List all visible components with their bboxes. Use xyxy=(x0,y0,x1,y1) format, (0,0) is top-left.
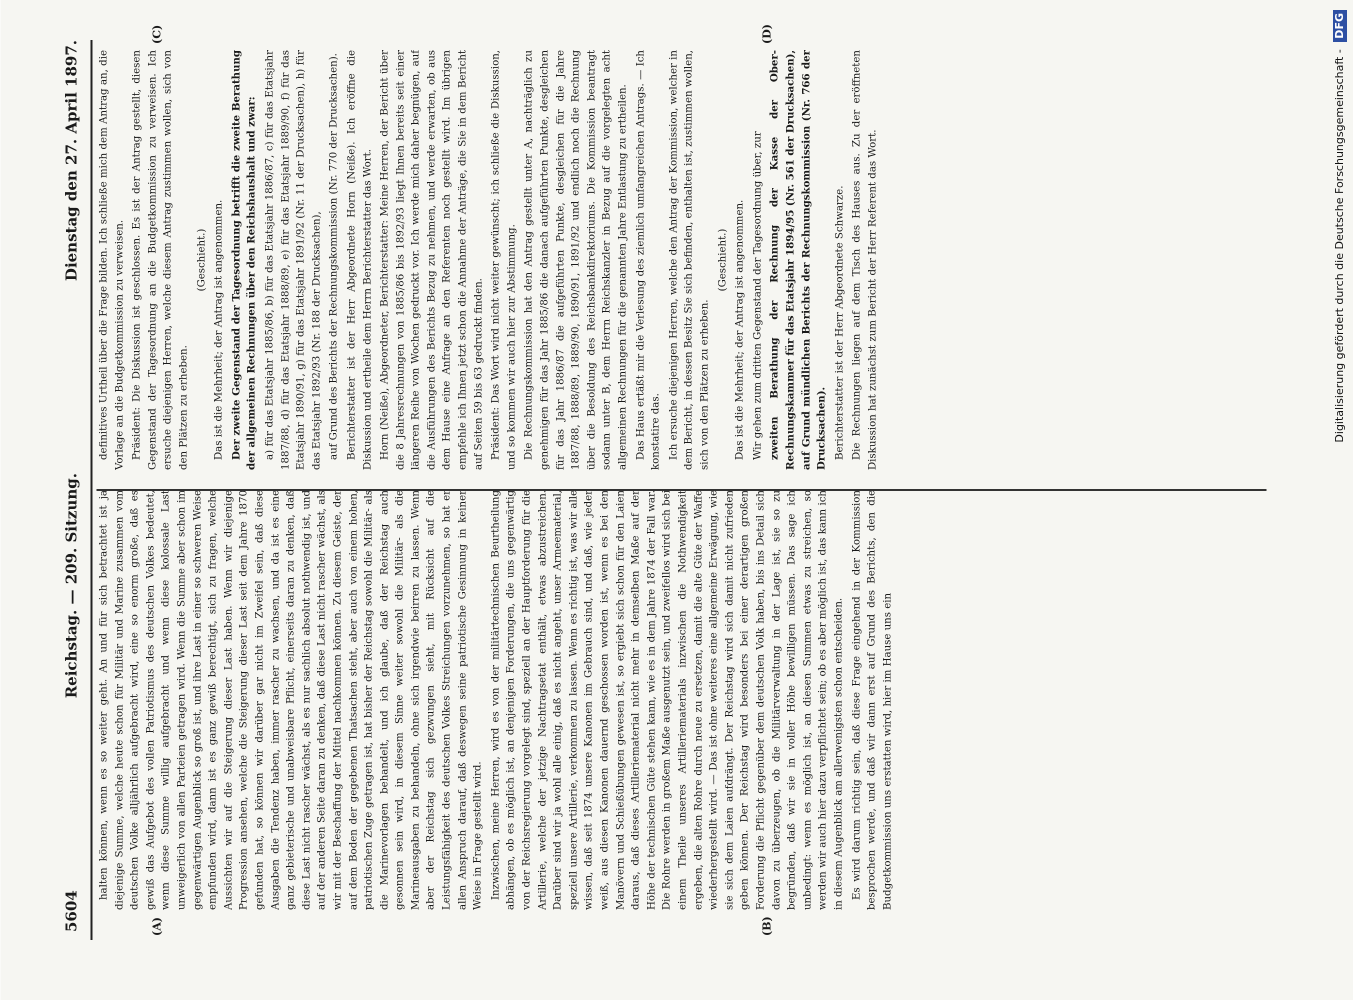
paragraph: Das ist die Mehrheit; der Antrag ist angenommen. xyxy=(213,199,225,460)
paragraph: Das Haus ertäßt mir die Verlesung des ziemlich umfangreichen Antrags. — Ich konstatire das. xyxy=(634,50,662,470)
paragraph: Wir gehen zum dritten Gegenstand der Tagesordnung über, zur xyxy=(751,131,763,460)
stage-direction: (Geschieht.) xyxy=(716,228,728,292)
paragraph: Es wird darum richtig sein, daß diese Frage eingehend in der Kommission besprochen werde, und daß wir dann erst auf Grund des Berichts, den die Budgetkommission uns erstatten wird, hier im Hause uns ein xyxy=(850,490,893,910)
paragraph: Die Rechnungen liegen auf dem Tisch des Hauses aus. Zu der eröffneten Diskussion hat zunächst zum Bericht der Herr Referent das Wort. xyxy=(851,50,878,470)
paragraph: Horn (Neiße), Abgeordneter, Berichterstatter: Meine Herren, der Bericht über die 8 Jahresrechnungen von 1885/86 bis 1892/93 liegt Ihnen bereits seit einer längeren Reihe von Wochen gedruckt vor. Ich werde mich daher begnügen, auf die Ausführungen des Berichts Bezug zu nehmen, und werde erwarten, ob aus dem Hause eine Anfrage an den Referenten noch gestellt wird. Im übrigen empfehle ich Ihnen jetzt schon die Annahme der Anträge, die Sie in dem Bericht auf Seiten 59 bis 63 gedruckt finden. xyxy=(379,50,484,470)
digitization-sidebar xyxy=(1329,10,1351,990)
margin-marker-b: (B) xyxy=(760,916,773,936)
dfg-logo: DFG xyxy=(1333,10,1347,42)
digitization-note: Digitalisierung gefördert durch die Deutsche Forschungsgemeinschaft - xyxy=(1333,49,1346,443)
paragraph: Inzwischen, meine Herren, wird es von der militärtechnischen Beurtheilung abhängen, ob es möglich ist, an denjenigen Forderungen, die uns gegenwärtig von der Reichsregierung vorgelegt sind, speziell an der Hauptforderung für die Artillerie, welche der jetzige Nachtragsetat enthält, etwas abzustreichen. Darüber sind wir ja wohl alle einig, daß es nicht angeht, unser Armeematerial, speziell unsere Artillerie, verkommen zu lassen. Wenn es richtig ist, was wir alle wissen, daß seit 1874 unsere Kanonen im Gebrauch sind, und daß, wie jeder weiß, aus diesen Kanonen dauernd geschossen worden ist, wenn es bei den Manövern und Schießübungen gewesen ist, so ergiebt sich schon für den Laien daraus, daß dieses Artilleriematerial nicht mehr in demselben Maße auf der Höhe der technischen Güte stehen kann, wie es in dem Jahre 1874 der Fall war. Die Rohre werden in großem Maße ausgenutzt sein, und zweifellos wird sich bei einem Theile unseres Artilleriematerials inzwischen die Nothwendigkeit ergeben, die alten Rohre durch neue zu ersetzen, damit die alte Güte der Waffe wiederhergestellt wird. — Das ist ohne weiteres eine allgemeine Erwägung, wie sie sich dem Laien aufdrängt. Der Reichstag wird sich damit nicht zufrieden geben können. Der Reichstag wird besonders bei einer derartigen großen Forderung die Pflicht gegenüber dem deutschen Volk haben, bis ins Detail sich davon zu überzeugen, ob die Militärverwaltung in der Lage ist, sie so zu begründen, daß wir sie in voller Höhe bewilligen müssen. Das sage ich unbedingt: wenn es möglich ist, an diesen Summen etwas zu streichen, so werden wir auch hier dazu verpflichtet sein; ob es aber möglich ist, das kann ich in diesem Augenblick am allerwenigsten schon entscheiden. xyxy=(489,490,844,910)
session-date: Dienstag den 27. April 1897. xyxy=(62,40,80,282)
paragraph: Das ist die Mehrheit; der Antrag ist angenommen. xyxy=(734,199,746,460)
agenda-item: zweiten Berathung der Rechnung der Kasse der Ober-Rechnungskammer für das Etatsjahr 1894/95 (Nr. 561 der Drucksachen), auf Grund mündlichen Berichts der Rechnungskommission (Nr. 766 der Drucksachen). xyxy=(768,50,828,470)
paragraph: Präsident: Die Diskussion ist geschlossen. Es ist der Antrag gestellt, diesen Gegenstand der Tagesordnung an die Budgetkommission zu verweisen. Ich ersuche diejenigen Herren, welche diesem Antrag zustimmen wollen, sich von den Plätzen zu erheben. xyxy=(131,50,189,470)
left-column xyxy=(96,490,1266,910)
margin-marker-d: (D) xyxy=(760,24,773,44)
margin-marker-c: (C) xyxy=(150,24,163,44)
paragraph: Präsident: Das Wort wird nicht weiter gewünscht; ich schließe die Diskussion, und so kommen wir auch hier zur Abstimmung. xyxy=(490,50,517,470)
paragraph: Berichterstatter ist der Herr Abgeordnete Horn (Neiße). Ich eröffne die Diskussion und ertheile dem Herrn Berichterstatter das Wort. xyxy=(345,50,373,470)
paragraph: definitives Urtheil über die Frage bilden. Ich schließe mich dem Antrag an, die Vorlage an die Budgetkommission zu verweisen. xyxy=(98,50,125,470)
page-number: 5604 xyxy=(62,890,80,932)
paragraph: Ich ersuche diejenigen Herren, welche den Antrag der Kommission, welcher in dem Bericht, in dessen Besitz Sie sich befinden, enthalten ist, zustimmen wollen, sich von den Plätzen zu erheben. xyxy=(667,50,710,470)
stage-direction: (Geschieht.) xyxy=(195,228,207,292)
fiscal-years-list: a) für das Etatsjahr 1885/86, b) für das Etatsjahr 1886/87, c) für das Etatsjahr 1887/88, d) für das Etatsjahr 1888/89, e) für das Etatsjahr 1889/90, f) für das Etatsjahr 1890/91, g) für das Etatsjahr 1891/92 (Nr. 11 der Drucksachen), h) für das Etatsjahr 1892/93 (Nr. 188 der Drucksachen), xyxy=(263,50,322,470)
session-title: Reichstag. — 209. Sitzung. xyxy=(62,473,80,699)
right-column xyxy=(96,50,1266,470)
paragraph: Die Rechnungskommission hat den Antrag gestellt unter A, nachträglich zu genehmigen für das Jahr 1885/86 die danach aufgeführten Punkte, desgleichen für das Jahr 1886/87 die aufgeführten Punkte, desgleichen für die Jahre 1887/88, 1888/89, 1889/90, 1890/91, 1891/92 und endlich noch die Rechnung über die Besoldung des Reichsbankdirektoriums. Die Kommission beantragt sodann unter B, dem Herrn Reichskanzler in Bezug auf die vorgelegten acht allgemeinen Rechnungen für die genannten Jahre Entlastung zu ertheilen. xyxy=(523,50,628,470)
paragraph: Berichterstatter ist der Herr Abgeordnete Schwarze. xyxy=(833,185,845,460)
paragraph: halten können, wenn es so weiter geht. An und für sich betrachtet ist ja diejenige Summe, welche heute schon für Militär und Marine zusammen vom deutschen Volke alljährlich aufgebracht wird, eine so enorm große, daß es gewiß das Aufgebot des vollen Patriotismus des deutschen Volkes bedeutet, wenn diese Summe willig aufgebracht und wenn diese kolossale Last unweigerlich von allen Parteien getragen wird. Wenn die Summe aber schon im gegenwärtigen Augenblick so groß ist, und ihre Last in einer so schweren Weise empfunden wird, dann ist es ganz gewiß berechtigt, sich zu fragen, welche Aussichten wir auf die Steigerung dieser Last haben. Wenn wir diejenige Progression ansehen, welche die Steigerung dieser Last seit dem Jahre 1870 gefunden hat, so können wir darüber gar nicht im Zweifel sein, daß diese Ausgaben die Tendenz haben, immer rascher zu wachsen, und da ist es eine ganz gebieterische und unabweisbare Pflicht, einerseits daran zu denken, daß diese Last nicht rascher wächst, als es nur sachlich absolut nothwendig ist, und auf der anderen Seite daran zu denken, daß diese Last nicht rascher wächst, als wir mit der Beschaffung der Mittel nachkommen können. Zu diesem Geiste, der auf dem Boden der gegebenen Thatsachen steht, aber auch von einem hohen, patriotischen Zuge getragen ist, hat bisher der Reichstag sowohl die Militär- als die Marinevorlagen behandelt, und ich glaube, daß der Reichstag auch gesonnen sein wird, in diesem Sinne weiter sowohl die Militär- als die Marineausgaben zu behandeln, ohne sich irgendwie beirren zu lassen. Wenn aber der Reichstag sich gezwungen sieht, mit Rücksicht auf die Leistungsfähigkeit des deutschen Volkes Streichungen vorzunehmen, so hat er allen Anspruch darauf, daß deswegen seine patriotische Gesinnung in keiner Weise in Frage gestellt wird. xyxy=(98,490,484,910)
page-header xyxy=(56,40,86,932)
margin-marker-a: (A) xyxy=(150,917,163,936)
column-divider xyxy=(96,489,1266,491)
paragraph: auf Grund des Berichts der Rechnungskommission (Nr. 770 der Drucksachen). xyxy=(328,53,340,460)
header-rule xyxy=(90,40,92,940)
agenda-item: Der zweite Gegenstand der Tagesordnung betrifft die zweite Berathung der allgemeinen Rechnungen über den Reichshaushalt und zwar: xyxy=(229,50,258,470)
